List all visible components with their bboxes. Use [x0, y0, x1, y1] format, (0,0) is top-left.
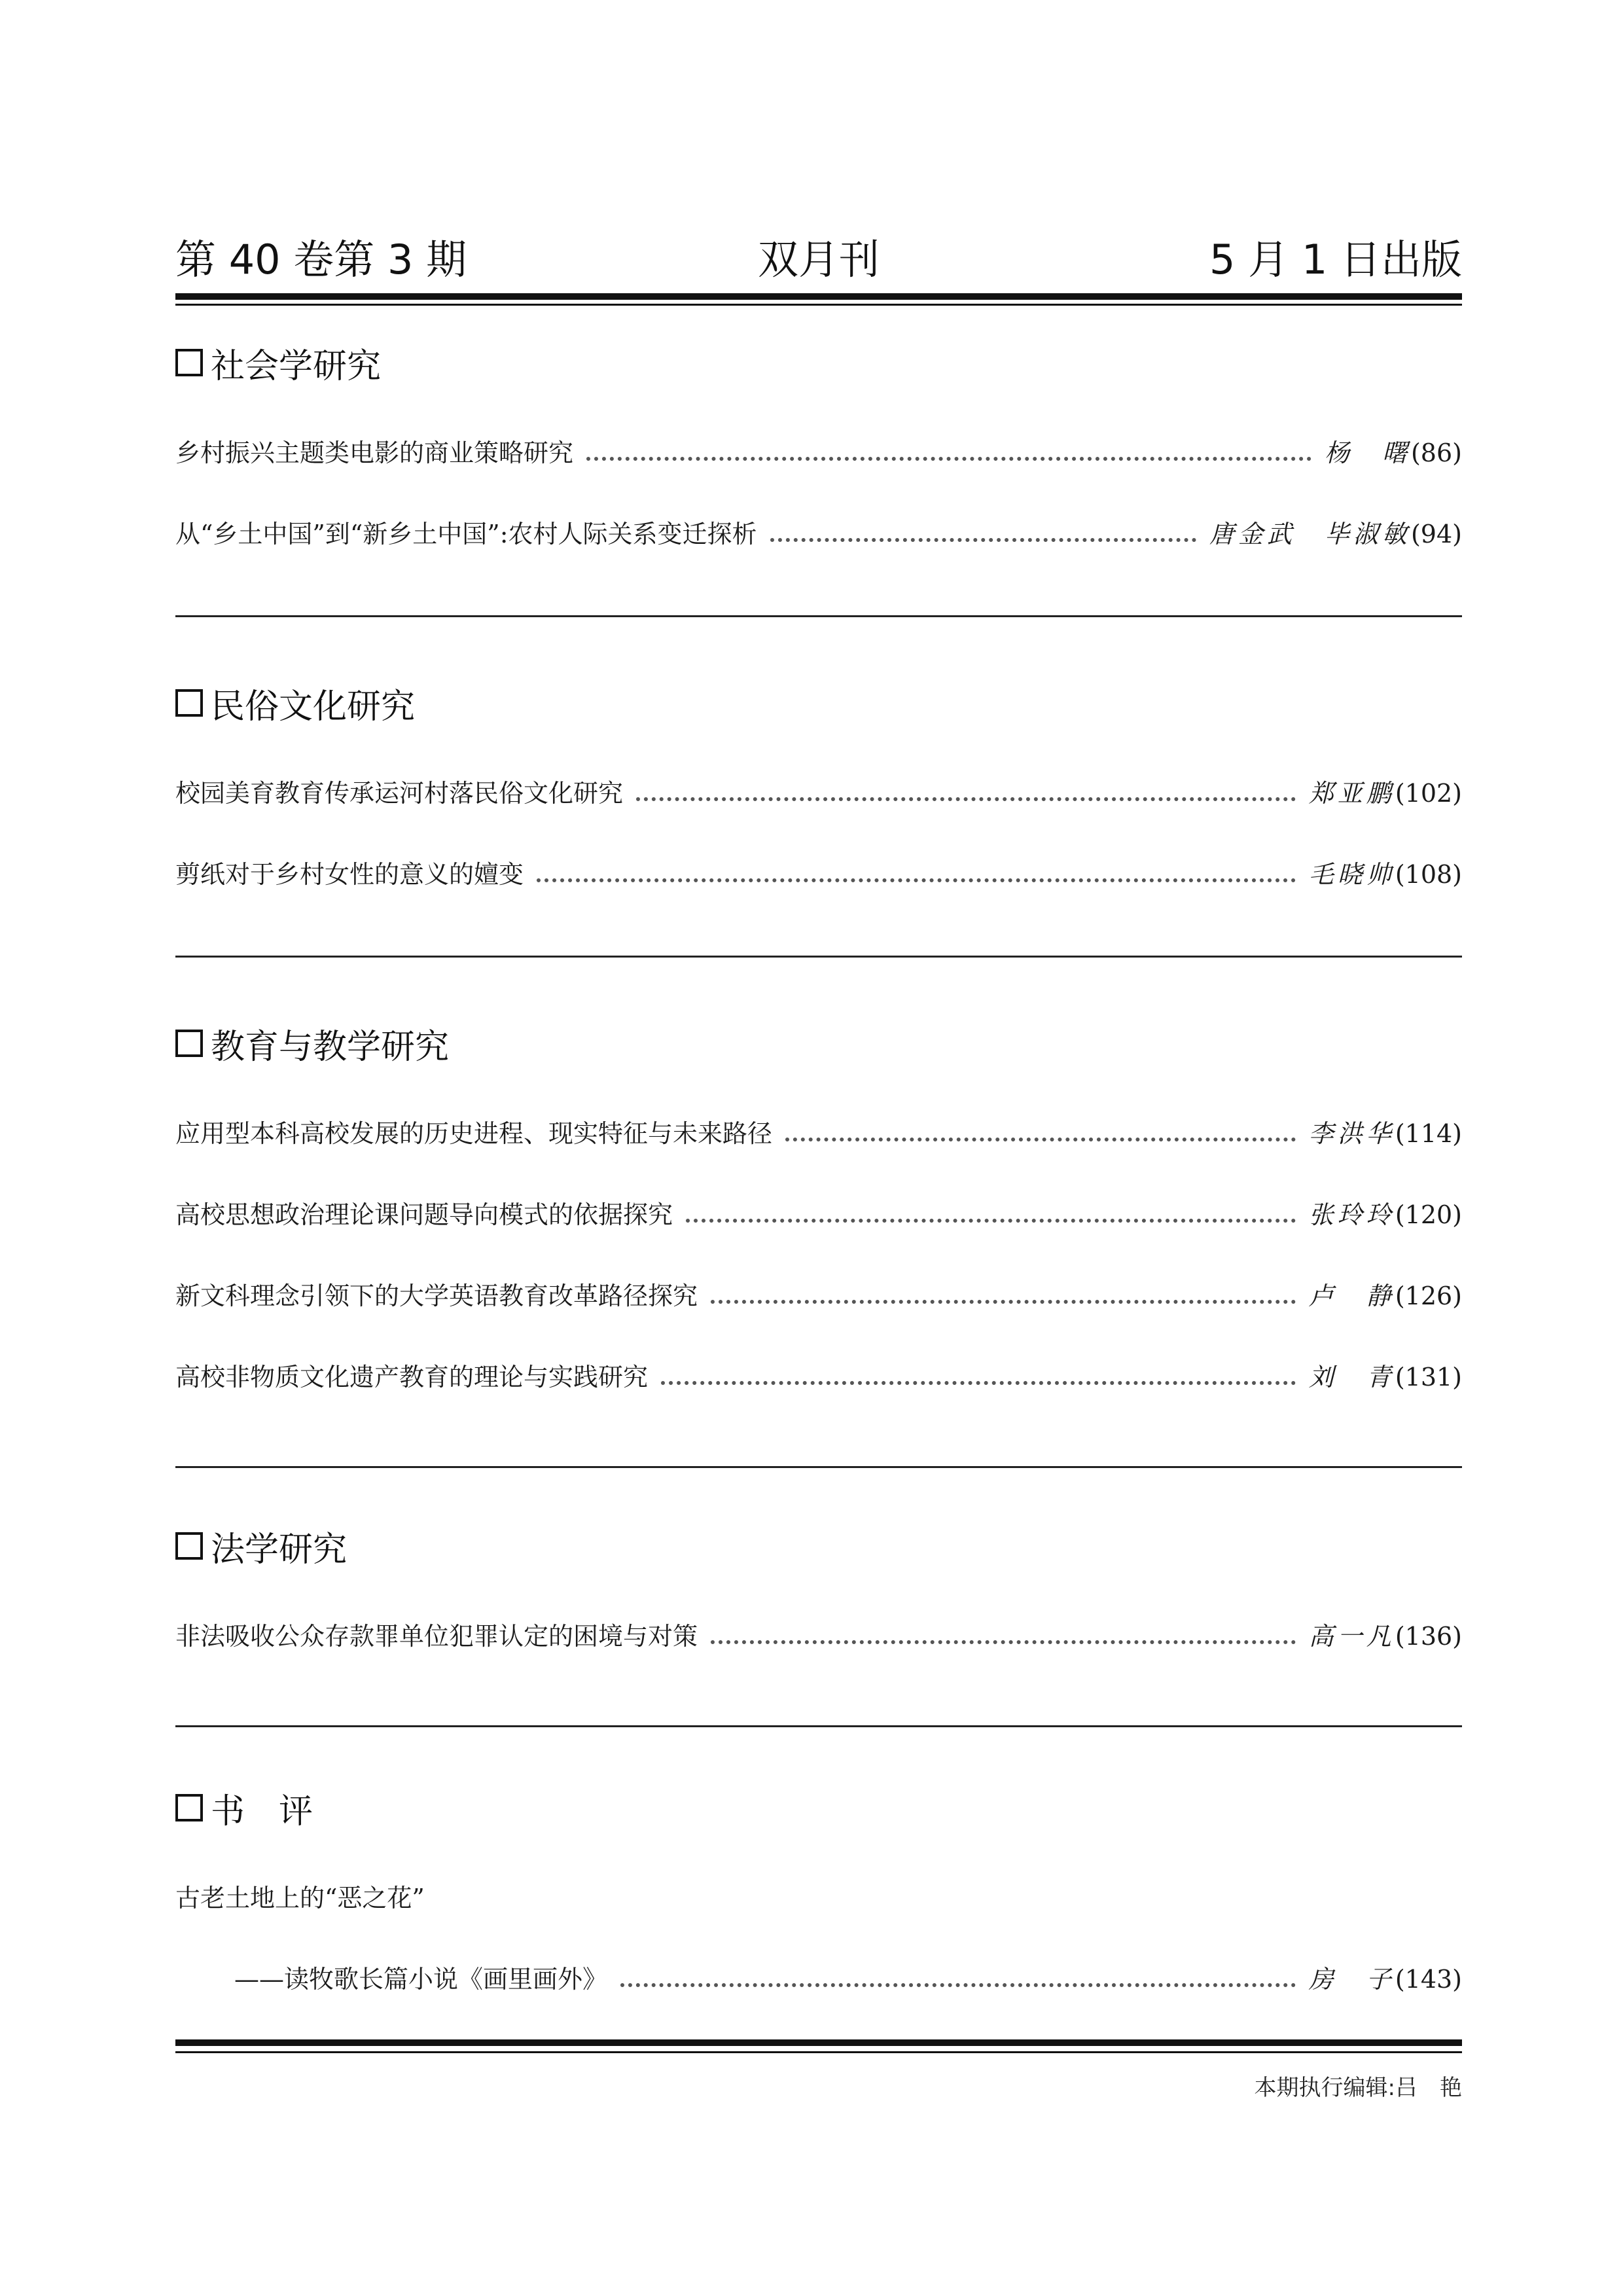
article-author: 郑亚鹏 [1308, 779, 1395, 808]
article-author: 卢 静 [1308, 1282, 1395, 1310]
toc-entry[interactable] [175, 1615, 1462, 1657]
section-divider [175, 1725, 1462, 1727]
article-page: (143) [1395, 1965, 1462, 1994]
article-title: ——读牧歌长篇小说《画里画外》 [234, 1965, 608, 1994]
dot-leader [711, 1640, 1296, 1644]
section-divider [175, 956, 1462, 958]
toc-entry[interactable] [175, 1113, 1462, 1155]
executive-editor-note: 本期执行编辑:吕 艳 [1254, 2075, 1462, 2101]
article-title: 新文科理念引领下的大学英语教育改革路径探究 [175, 1282, 698, 1310]
article-title: 剪纸对于乡村女性的意义的嬗变 [175, 860, 524, 889]
article-page: (136) [1395, 1622, 1462, 1651]
article-author: 唐金武 毕淑敏 [1209, 520, 1411, 548]
dot-leader [711, 1300, 1296, 1304]
dot-leader [785, 1138, 1296, 1141]
article-author: 高一凡 [1308, 1622, 1395, 1651]
footer-thin-rule [175, 2051, 1462, 2053]
volume-issue: 第 40 卷第 3 期 [175, 236, 467, 283]
dot-leader [661, 1381, 1296, 1385]
article-title: 从“乡土中国”到“新乡土中国”:农村人际关系变迁探析 [175, 520, 757, 548]
dot-leader [586, 457, 1311, 461]
hollow-square-icon [175, 689, 203, 717]
section-heading-education [175, 1017, 449, 1069]
dot-leader [686, 1219, 1296, 1223]
hollow-square-icon [175, 1794, 203, 1821]
article-author: 刘 青 [1308, 1363, 1395, 1391]
article-author: 杨 曙 [1324, 439, 1411, 467]
toc-entry[interactable] [175, 1194, 1462, 1236]
section-heading-label: 社会学研究 [211, 346, 382, 386]
dot-leader [770, 538, 1196, 542]
section-heading-law [175, 1520, 347, 1572]
hollow-square-icon [175, 349, 203, 376]
section-heading-label: 书 评 [211, 1791, 313, 1831]
section-divider [175, 1466, 1462, 1468]
section-divider [175, 615, 1462, 617]
article-page: (102) [1395, 779, 1462, 808]
dot-leader [636, 797, 1296, 801]
section-heading-book-review [175, 1782, 313, 1834]
article-page: (120) [1395, 1200, 1462, 1229]
article-author: 张玲玲 [1308, 1200, 1395, 1229]
article-title: 应用型本科高校发展的历史进程、现实特征与未来路径 [175, 1119, 773, 1148]
toc-entry[interactable] [175, 1958, 1462, 2000]
article-title: 校园美育教育传承运河村落民俗文化研究 [175, 779, 624, 808]
toc-entry[interactable] [175, 853, 1462, 895]
toc-entry[interactable] [175, 772, 1462, 814]
article-page: (86) [1410, 439, 1462, 467]
section-heading-folk-culture [175, 677, 415, 729]
article-author: 李洪华 [1308, 1119, 1395, 1148]
article-title: 高校思想政治理论课问题导向模式的依据探究 [175, 1200, 673, 1229]
article-title: 非法吸收公众存款罪单位犯罪认定的困境与对策 [175, 1622, 698, 1651]
toc-entry[interactable] [175, 1275, 1462, 1317]
article-author: 毛晓帅 [1308, 860, 1395, 889]
section-heading-sociology [175, 336, 381, 389]
article-page: (94) [1410, 520, 1462, 548]
toc-entry[interactable] [175, 432, 1462, 474]
publication-frequency: 双月刊 [757, 236, 880, 283]
footer-thick-rule [175, 2039, 1462, 2046]
hollow-square-icon [175, 1532, 203, 1560]
toc-page [175, 0, 1462, 2296]
section-heading-label: 民俗文化研究 [211, 687, 416, 726]
masthead-thin-rule [175, 304, 1462, 306]
section-heading-label: 教育与教学研究 [211, 1027, 450, 1067]
dot-leader [620, 1983, 1296, 1987]
book-review-title[interactable]: 古老土地上的“恶之花” [175, 1884, 425, 1912]
article-page: (126) [1395, 1282, 1462, 1310]
masthead [175, 230, 1462, 289]
toc-entry[interactable] [175, 1356, 1462, 1398]
section-heading-label: 法学研究 [211, 1530, 348, 1570]
hollow-square-icon [175, 1030, 203, 1057]
publication-date: 5 月 1 日出版 [1209, 236, 1462, 283]
dot-leader [537, 878, 1296, 882]
masthead-thick-rule [175, 293, 1462, 300]
article-author: 房 子 [1308, 1965, 1395, 1994]
article-page: (114) [1395, 1119, 1462, 1148]
toc-entry[interactable] [175, 513, 1462, 555]
article-title: 乡村振兴主题类电影的商业策略研究 [175, 439, 574, 467]
article-title: 高校非物质文化遗产教育的理论与实践研究 [175, 1363, 649, 1391]
article-page: (108) [1395, 860, 1462, 889]
article-page: (131) [1395, 1363, 1462, 1391]
